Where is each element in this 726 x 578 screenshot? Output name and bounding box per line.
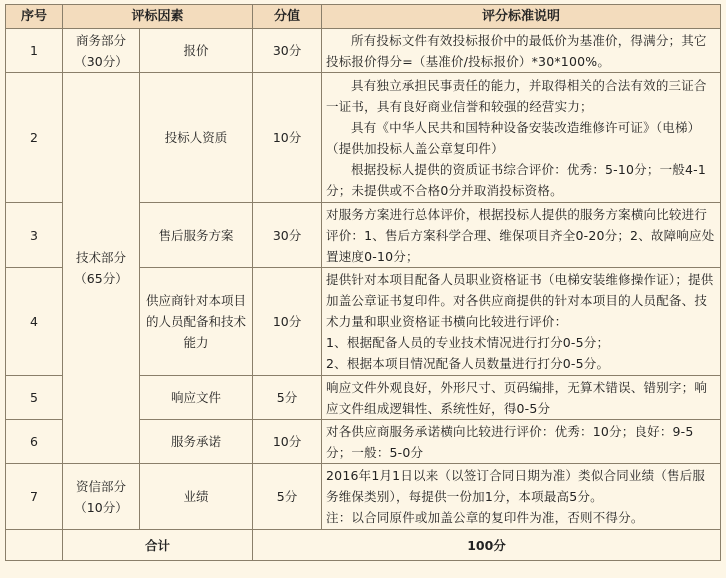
table-header-row — [6, 5, 721, 29]
desc-text: 对服务方案进行总体评价，根据投标人提供的服务方案横向比较进行评价：1、售后方案科学合理、维保项目齐全0-20分；2、故障响应处置速度0-10分； — [326, 206, 715, 264]
total-empty-cell — [6, 530, 63, 561]
table-row — [6, 73, 721, 203]
group-label: 资信部分 — [75, 478, 126, 494]
row-score: 5分 — [253, 376, 322, 420]
desc-text: 1、根据配备人员的专业技术情况进行打分0-5分； — [326, 335, 610, 350]
row-no: 7 — [6, 464, 63, 530]
header-factor: 评标因素 — [63, 5, 253, 29]
row-no: 3 — [6, 203, 63, 268]
desc-text: 对各供应商服务承诺横向比较进行评价：优秀：10分；良好：9-5分；一般：5-0分 — [326, 423, 694, 460]
desc-text: 提供针对本项目配备人员职业资格证书（电梯安装维修操作证）；提供加盖公章证书复印件。对各供应商提供的针对本项目的人员配备、技术力量和职业资格证书横向比较进行评价： — [326, 272, 714, 329]
row-factor: 投标人资质 — [140, 73, 253, 203]
row-score: 30分 — [253, 29, 322, 73]
row-desc — [322, 29, 721, 73]
row-score: 10分 — [253, 73, 322, 203]
row-factor: 响应文件 — [140, 376, 253, 420]
desc-text: 所有投标文件有效投标报价中的最低价为基准价，得满分；其它投标报价得分=（基准价/投标报价）*30*100%。 — [326, 32, 707, 69]
group-points: （30分） — [74, 53, 128, 69]
row-factor: 服务承诺 — [140, 420, 253, 464]
header-desc: 评分标准说明 — [322, 5, 721, 29]
row-score: 10分 — [253, 268, 322, 376]
group-label: 技术部分 — [75, 250, 126, 265]
row-score: 5分 — [253, 464, 322, 530]
row-no: 6 — [6, 420, 63, 464]
row-factor: 报价 — [140, 29, 253, 73]
row-desc — [322, 376, 721, 420]
row-no: 1 — [6, 29, 63, 73]
desc-text: 2016年1月1日以来（以签订合同日期为准）类似合同业绩（售后服务维保类别），每提供一份加1分，本项最高5分。 — [326, 468, 706, 504]
row-score: 30分 — [253, 203, 322, 268]
group-points: （10分） — [74, 499, 128, 515]
scoring-table — [5, 4, 721, 561]
row-no: 2 — [6, 73, 63, 203]
group-label: 商务部分 — [75, 32, 126, 48]
row-factor: 业绩 — [140, 464, 253, 530]
desc-text: 具有《中华人民共和国特种设备安装改造维修许可证》（电梯）（提供加投标人盖公章复印件） — [326, 119, 701, 156]
desc-text: 响应文件外观良好，外形尺寸、页码编排，无算术错误、错别字；响应文件组成逻辑性、系统性好，得0-5分 — [326, 379, 708, 416]
row-factor: 供应商针对本项目的人员配备和技术能力 — [140, 268, 253, 376]
row-desc — [322, 268, 721, 376]
header-no: 序号 — [6, 5, 63, 29]
header-score: 分值 — [253, 5, 322, 29]
desc-text: 具有独立承担民事责任的能力，并取得相关的合法有效的三证合一证书，具有良好商业信誉和较强的经营实力； — [326, 77, 707, 114]
row-no: 4 — [6, 268, 63, 376]
total-score: 100分 — [253, 530, 721, 561]
group-technical — [63, 73, 140, 464]
row-no: 5 — [6, 376, 63, 420]
row-desc — [322, 464, 721, 530]
desc-text: 注：以合同原件或加盖公章的复印件为准，否则不得分。 — [326, 510, 644, 525]
group-credit — [63, 464, 140, 530]
total-label: 合计 — [63, 530, 253, 561]
row-desc — [322, 73, 721, 203]
group-business — [63, 29, 140, 73]
desc-text: 2、根据本项目情况配备人员数量进行打分0-5分。 — [326, 356, 610, 371]
row-score: 10分 — [253, 420, 322, 464]
row-desc — [322, 203, 721, 268]
desc-text: 根据投标人提供的资质证书综合评价：优秀：5-10分；一般4-1分；未提供或不合格0分并取消投标资格。 — [326, 161, 707, 198]
table-row — [6, 29, 721, 73]
row-desc — [322, 420, 721, 464]
group-points: （65分） — [74, 271, 128, 286]
table-row — [6, 464, 721, 530]
total-row — [6, 530, 721, 561]
row-factor: 售后服务方案 — [140, 203, 253, 268]
